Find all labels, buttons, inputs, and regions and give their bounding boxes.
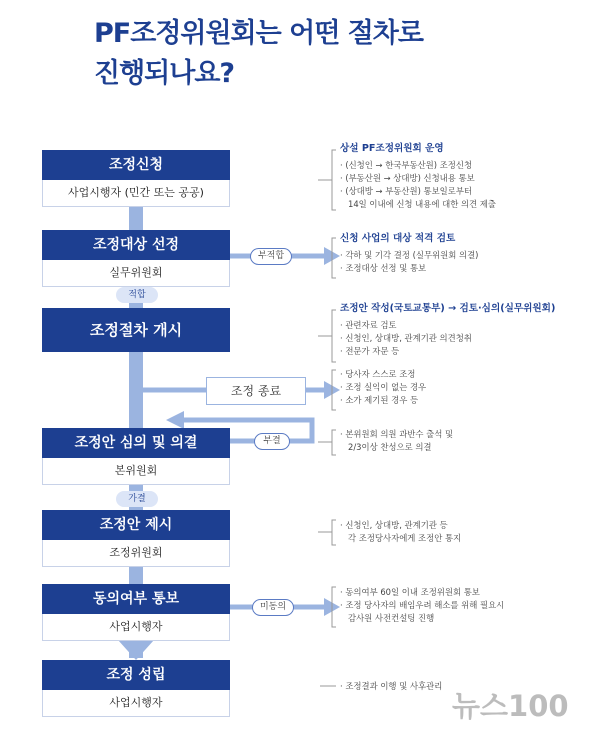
note-line: · 신청인, 상대방, 관계기관 등 xyxy=(340,520,448,530)
end-box: 조정 종료 xyxy=(206,377,306,405)
step-head: 조정대상 선정 xyxy=(42,230,230,260)
step-settle xyxy=(42,660,230,717)
note-apply xyxy=(340,142,496,211)
note-bracket-3 xyxy=(332,310,336,362)
note-bracket-1 xyxy=(332,150,336,210)
note-title: 상설 PF조정위원회 운영 xyxy=(340,143,444,154)
disagree-label: 미동의 xyxy=(252,599,294,616)
note-line: · 당사자 스스로 조정 xyxy=(340,369,416,379)
note-propose xyxy=(340,519,461,545)
note-line: · 관련자료 검토 xyxy=(340,320,397,330)
step-start xyxy=(42,308,230,352)
step-sub: 사업시행자 (민간 또는 공공) xyxy=(42,180,230,207)
step-notify xyxy=(42,584,230,641)
note-title: 조정안 작성(국토교통부) → 검토·심의(실무위원회) xyxy=(340,303,556,314)
note-line: · 전문가 자문 등 xyxy=(340,346,400,356)
note-notify xyxy=(340,586,504,625)
note-select xyxy=(340,232,478,275)
step-head: 동의여부 통보 xyxy=(42,584,230,614)
note-end xyxy=(340,368,426,407)
step-head: 조정안 제시 xyxy=(42,510,230,540)
note-review xyxy=(340,428,453,454)
step-head: 조정 성립 xyxy=(42,660,230,690)
step-head: 조정안 심의 및 의결 xyxy=(42,428,230,458)
reject-label: 부결 xyxy=(254,433,290,450)
main-flow-arrowhead xyxy=(118,640,154,660)
unfit-label: 부적합 xyxy=(250,248,292,265)
note-line: 감사원 사전컨설팅 진행 xyxy=(348,613,435,623)
note-line: · (부동산원 → 상대방) 신청내용 통보 xyxy=(340,173,475,183)
note-bracket-5 xyxy=(332,430,336,455)
note-line: 2/3이상 찬성으로 의결 xyxy=(348,442,432,452)
pass-label: 적합 xyxy=(116,287,158,303)
step-select xyxy=(42,230,230,287)
note-start xyxy=(340,302,555,358)
step-sub: 조정위원회 xyxy=(42,540,230,567)
step-head: 조정절차 개시 xyxy=(42,308,230,352)
note-line: · 조정 실익이 없는 경우 xyxy=(340,382,427,392)
step-sub: 본위원회 xyxy=(42,458,230,485)
note-settle xyxy=(340,680,442,693)
approve-label: 가결 xyxy=(116,491,158,507)
step-propose xyxy=(42,510,230,567)
title-line-1: PF조정위원회는 어떤 절차로 xyxy=(94,18,423,49)
note-line: · 각하 및 기각 결정 (실무위원회 의결) xyxy=(340,250,479,260)
note-line: 14일 이내에 신청 내용에 대한 의견 제출 xyxy=(348,199,496,209)
step-sub: 사업시행자 xyxy=(42,690,230,717)
step-sub: 실무위원회 xyxy=(42,260,230,287)
note-line: · (신청인 → 한국부동산원) 조정신청 xyxy=(340,160,473,170)
note-bracket-6 xyxy=(332,520,336,545)
step-review xyxy=(42,428,230,485)
note-line: · 소가 제기된 경우 등 xyxy=(340,395,419,405)
note-line: · 조정대상 선정 및 통보 xyxy=(340,263,427,273)
step-sub: 사업시행자 xyxy=(42,614,230,641)
title-line-2: 진행되나요? xyxy=(94,58,235,89)
note-line: · 동의여부 60일 이내 조정위원회 통보 xyxy=(340,587,480,597)
note-line: · 조정결과 이행 및 사후관리 xyxy=(340,681,443,691)
note-line: · 신청인, 상대방, 관계기관 의견청취 xyxy=(340,333,472,343)
step-apply xyxy=(42,150,230,207)
note-line: · 본위원회 의원 과반수 출석 및 xyxy=(340,429,454,439)
note-line: · 조정 당사자의 배임우려 해소를 위해 필요시 xyxy=(340,600,505,610)
watermark-logo: 뉴스100 xyxy=(452,689,569,723)
reject-loop-arrowhead xyxy=(166,411,184,429)
note-line: · (상대방 → 부동산원) 통보일로부터 xyxy=(340,186,473,196)
note-title: 신청 사업의 대상 적격 검토 xyxy=(340,233,456,244)
step-head: 조정신청 xyxy=(42,150,230,180)
note-line: 각 조정당사자에게 조정안 통지 xyxy=(348,533,462,543)
